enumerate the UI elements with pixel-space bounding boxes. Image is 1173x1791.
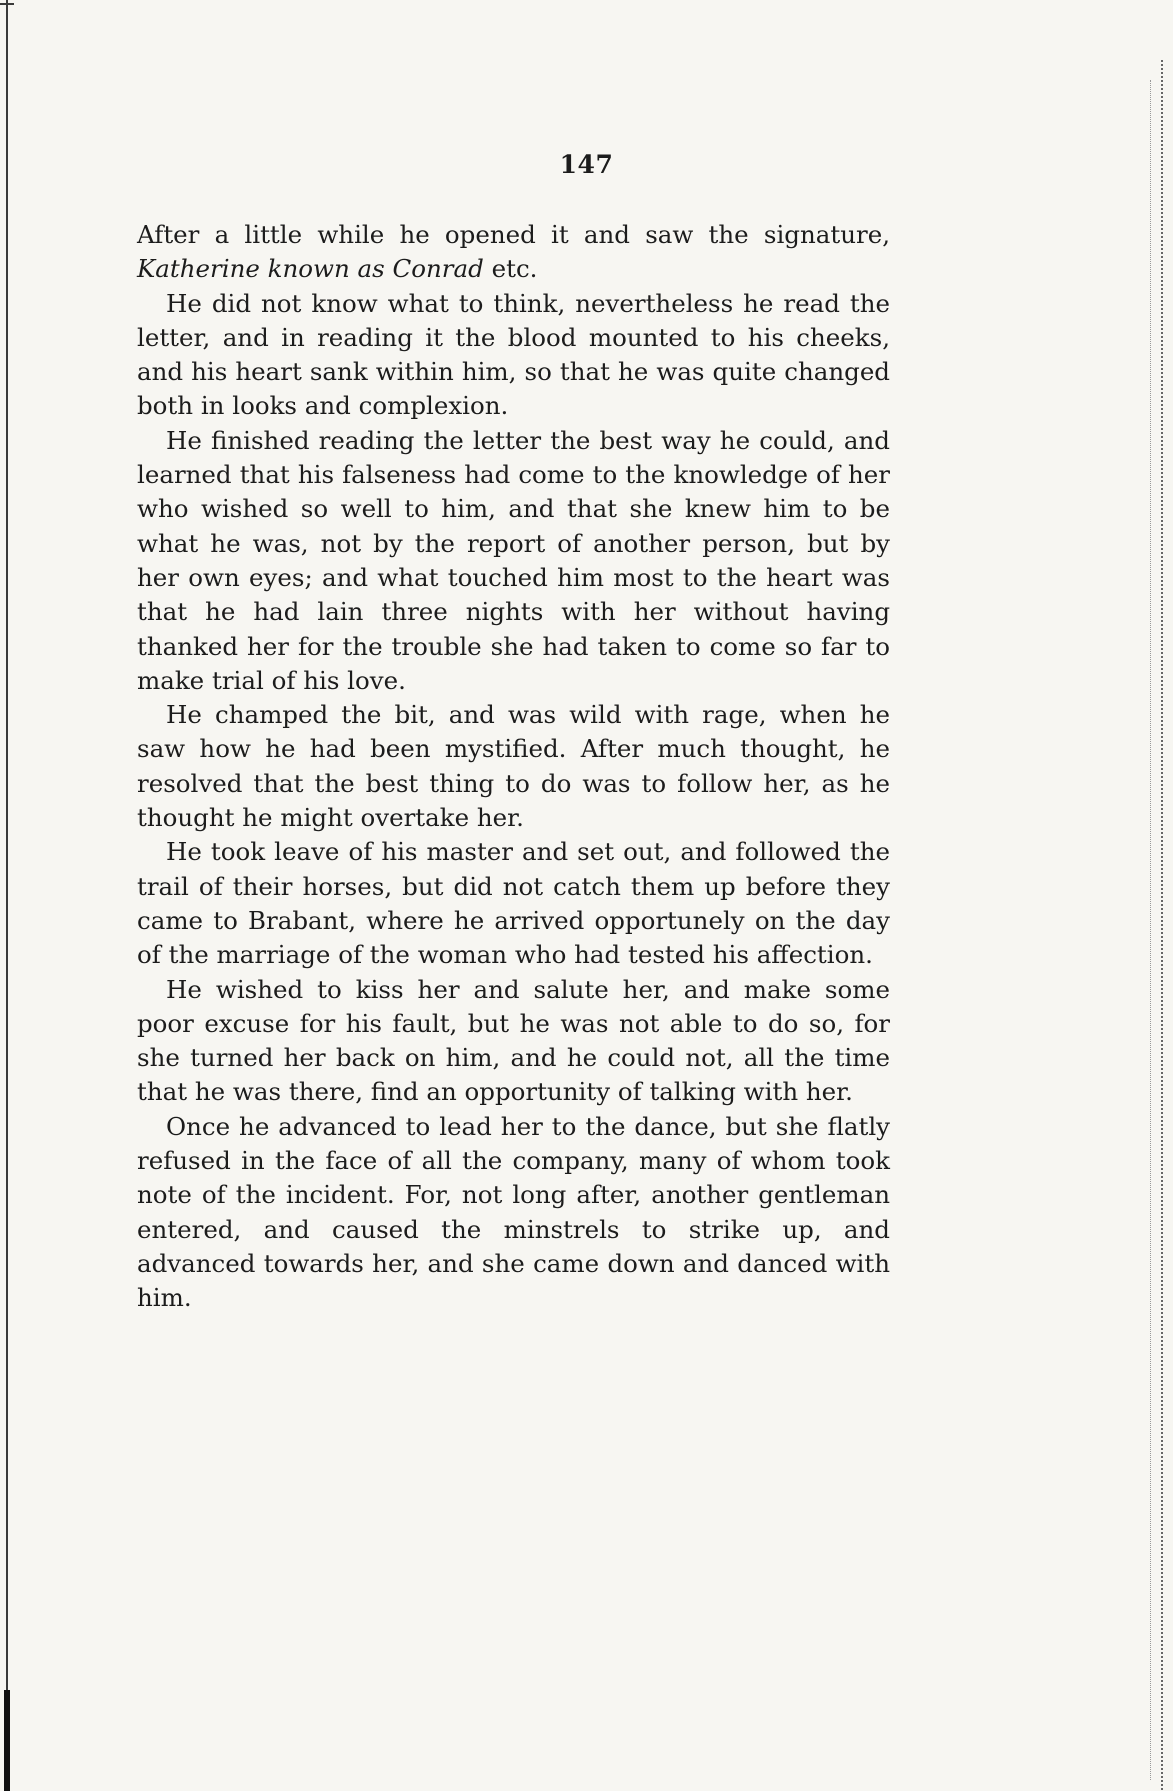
page-edge-right (1160, 60, 1163, 1790)
paragraph-3: He finished reading the letter the best way he could, and learned that his falseness had come to the knowledge of her who wished so well to him, and that she knew him to be what he was, not by the report of another person, but by her own eyes; and what touched him most to the heart was that he had lain three nights with her without having thanked her for the trouble she had taken to come so far to make trial of his love. (137, 425, 890, 695)
paragraph-1-lead: After a little while he opened it and saw the signature, (137, 220, 890, 249)
paragraph-4: He champed the bit, and was wild with rage, when he saw how he had been mystified. After much thought, he resolved that the best thing to do was to follow her, as he thought he might overtake her. (137, 700, 890, 833)
paragraph-5: He took leave of his master and set out, and followed the trail of their horses, but did not catch them up before they came to Brabant, where he arrived opportunely on the day of the marriage of the woman who had tested his affection. (137, 837, 890, 970)
paragraph-2: He did not know what to think, nevertheless he read the letter, and in reading it the blood mounted to his cheeks, and his heart sank within him, so that he was quite changed both in looks and complexion. (137, 288, 890, 421)
binding-edge-line (6, 0, 8, 1791)
signature-text: Katherine known as Conrad (137, 254, 484, 284)
page-edge-right-inner (1149, 80, 1151, 1780)
paragraph-6: He wished to kiss her and salute her, and make some poor excuse for his fault, but he was not able to do so, for she turned her back on him, and he could not, all the time that he was there, find an opportunity of talking with her. (137, 974, 890, 1107)
paragraph-1-tail: etc. (483, 254, 538, 284)
body-text (137, 218, 890, 1316)
binding-edge-shadow (4, 1690, 10, 1791)
binding-edge-tick (0, 3, 14, 5)
page-number: 147 (559, 150, 614, 179)
paragraph-1 (137, 218, 890, 287)
paragraph-7: Once he advanced to lead her to the dance, but she flatly refused in the face of all the company, many of whom took note of the incident. For, not long after, another gentleman entered, and caused the minstrels to strike up, and advanced towards her, and she came down and danced with him. (137, 1111, 890, 1313)
